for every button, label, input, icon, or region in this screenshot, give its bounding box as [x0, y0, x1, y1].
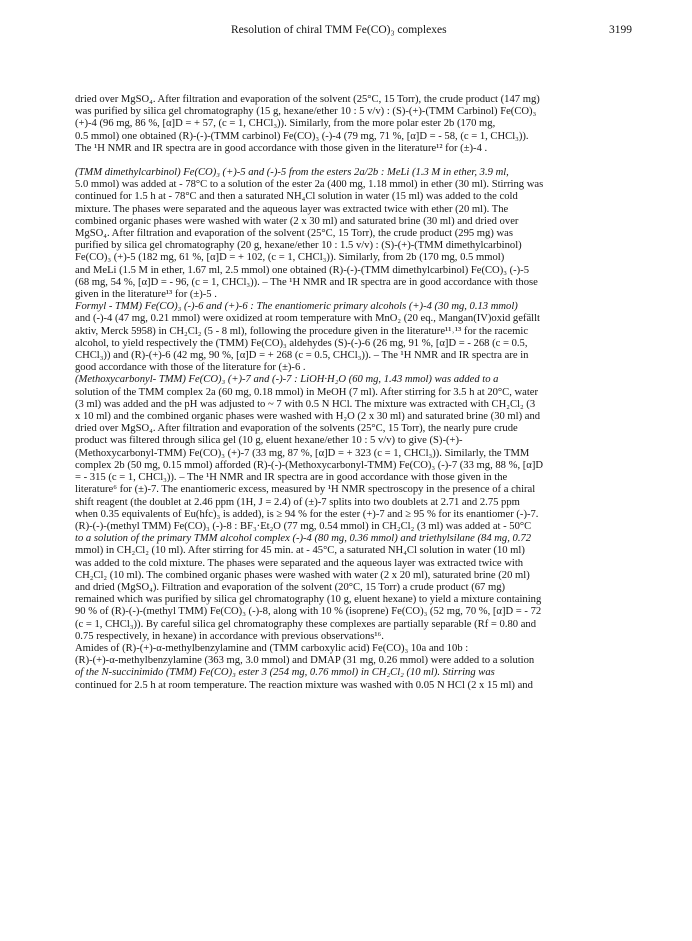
text-line: Amides of (R)-(+)-α-methylbenzylamine and (TMM carboxylic acid) Fe(CO)₃ 10a and 10b :	[75, 642, 469, 654]
text-line: was purified by silica gel chromatography (15 g, hexane/ether 10 : 5 v/v) : (S)-(+)-(TMM Carbinol) Fe(CO)₃	[75, 106, 537, 118]
text-line: (Methoxycarbonyl- TMM) Fe(CO)₃ (+)-7 and (-)-7 : LiOH·H₂O (60 mg, 1.43 mmol) was added to a	[75, 374, 499, 386]
article-body	[75, 94, 621, 692]
text-line: = - 315 (c = 1, CHCl₃)). – The ¹H NMR and IR spectra are in good accordance with those given in the	[75, 472, 508, 484]
text-line: when 0.35 equivalents of Eu(hfc)₃ is added), is ≥ 94 % for the ester (+)-7 and ≥ 95 % for its enantiomer (-)-7.	[75, 508, 539, 520]
text-line: and dried (MgSO₄). Filtration and evaporation of the solvent (20°C, 15 Torr) a crude product (67 mg)	[75, 581, 506, 593]
text-line: of the N-succinimido (TMM) Fe(CO)₃ ester 3 (254 mg, 0.76 mmol) in CH₂Cl₂ (10 ml). Stirring was	[75, 667, 495, 679]
text-line: aktiv, Merck 5958) in CH₂Cl₂ (5 - 8 ml), following the procedure given in the literature¹¹˒¹³ for the racemic	[75, 325, 529, 337]
text-line: alcohol, to yield respectively the (TMM) Fe(CO)₃ aldehydes (S)-(-)-6 (26 mg, 91 %, [α]D = - 268 (c = 0.5,	[75, 337, 528, 349]
text-line: x 10 ml) and the combined organic phases were washed with H₂O (2 x 30 ml) and saturated brine (30 ml) and	[75, 411, 541, 423]
text-line: dried over MgSO₄. After filtration and evaporation of the solvents (25°C, 15 Torr), the nearly pure crude	[75, 423, 518, 435]
text-line: CHCl₃)) and (R)-(+)-6 (42 mg, 90 %, [α]D = + 268 (c = 0.5, CHCl₃)). – The ¹H NMR and IR spectra are in	[75, 350, 529, 362]
paragraph-experimental-procedures	[75, 167, 621, 692]
text-line: (68 mg, 54 %, [α]D = - 96, (c = 1, CHCl₃)). – The ¹H NMR and IR spectra are in good accordance with those	[75, 276, 538, 288]
text-line: to a solution of the primary TMM alcohol complex (-)-4 (80 mg, 0.36 mmol) and triethylsilane (84 mg, 0.72	[75, 533, 532, 545]
text-line: Formyl - TMM) Fe(CO)₃ (-)-6 and (+)-6 : The enantiomeric primary alcohols (+)-4 (30 mg, 0.13 mmol)	[75, 301, 518, 313]
text-line: was added to the cold mixture. The phases were separated and the aqueous layer was extracted twice with	[75, 557, 524, 569]
text-line: CH₂Cl₂ (10 ml). The combined organic phases were washed with water (2 x 20 ml), saturated brine (20 ml)	[75, 569, 530, 581]
text-line: Fe(CO)₃ (+)-5 (182 mg, 61 %, [α]D = + 102, (c = 1, CHCl₃)). Similarly, from 2b (170 mg, 0.5 mmol)	[75, 252, 505, 264]
text-line: MgSO₄. After filtration and evaporation of the solvent (25°C, 15 Torr), the crude product (295 mg) was	[75, 228, 513, 240]
text-line: mixture. The phases were separated and the aqueous layer was extracted twice with ether (20 ml). The	[75, 203, 509, 215]
text-line: 90 % of (R)-(-)-(methyl TMM) Fe(CO)₃ (-)-8, along with 10 % (isoprene) Fe(CO)₃ (52 mg, 70 %, [α]D = - 72	[75, 606, 542, 618]
paragraph-carbinol-4	[75, 94, 621, 155]
text-line: (R)-(+)-α-methylbenzylamine (363 mg, 3.0 mmol) and DMAP (31 mg, 0.26 mmol) were added to a solution	[75, 655, 535, 667]
text-line: purified by silica gel chromatography (20 g, hexane/ether 10 : 1.5 v/v) : (S)-(+)-(TMM dimethylcarbinol)	[75, 240, 522, 252]
text-line: (+)-4 (96 mg, 86 %, [α]D = + 57, (c = 1, CHCl₃)). Similarly, from the more polar ester 2b (170 mg,	[75, 118, 496, 130]
text-line: literature⁶ for (±)-7. The enantiomeric excess, measured by ¹H NMR spectroscopy in the presence of a chiral	[75, 484, 536, 496]
text-line: solution of the TMM complex 2a (60 mg, 0.18 mmol) in MeOH (7 ml). After stirring for 3.5 h at 20°C, water	[75, 386, 539, 398]
text-line: product was filtered through silica gel (10 g, eluent hexane/ether 10 : 5 v/v) to give (S)-(+)-	[75, 435, 463, 447]
text-line: mmol) in CH₂Cl₂ (10 ml). After stirring for 45 min. at - 45°C, a saturated NH₄Cl solution in water (10 ml)	[75, 545, 525, 557]
text-line: (R)-(-)-(methyl TMM) Fe(CO)₃ (-)-8 : BF₃·Et₂O (77 mg, 0.54 mmol) in CH₂Cl₂ (3 ml) was added at - 50°C	[75, 520, 532, 532]
paragraph-gap	[75, 155, 621, 167]
text-line: shift reagent (the doublet at 2.46 ppm (1H, J = 2.4) of (±)-7 splits into two doublets at 2.71 and 2.75 ppm	[75, 496, 520, 508]
text-line: 0.5 mmol) one obtained (R)-(-)-(TMM carbinol) Fe(CO)₃ (-)-4 (79 mg, 71 %, [α]D = - 58, (c = 1, CHCl₃)).	[75, 130, 529, 142]
text-line: complex 2b (50 mg, 0.15 mmol) afforded (R)-(-)-(Methoxycarbonyl-TMM) Fe(CO)₃ (-)-7 (33 mg, 88 %, [α]D	[75, 459, 543, 471]
text-line: continued for 2.5 h at room temperature. The reaction mixture was washed with 0.05 N HCl (2 x 15 ml) and	[75, 679, 533, 691]
text-line: and (-)-4 (47 mg, 0.21 mmol) were oxidized at room temperature with MnO₂ (20 eq., Mangan(IV)oxid gefällt	[75, 313, 540, 325]
page-number: 3199	[609, 24, 632, 36]
text-line: given in the literature¹³ for (±)-5 .	[75, 289, 217, 301]
text-line: and MeLi (1.5 M in ether, 1.67 ml, 2.5 mmol) one obtained (R)-(-)-(TMM dimethylcarbinol) Fe(CO)₃ (-)-5	[75, 264, 529, 276]
text-line: combined organic phases were washed with water (2 x 30 ml) and saturated brine (30 ml) and dried over	[75, 215, 519, 227]
text-line: good accordance with those of the literature for (±)-6 .	[75, 362, 306, 374]
text-line: (Methoxycarbonyl-TMM) Fe(CO)₃ (+)-7 (33 mg, 87 %, [α]D = + 323 (c = 1, CHCl₃)). Similarly, the TMM	[75, 447, 530, 459]
text-line: (c = 1, CHCl₃)). By careful silica gel chromatography these complexes are partially separable (Rf = 0.80 and	[75, 618, 537, 630]
text-line: remained which was purified by silica gel chromatography (10 g, eluent hexane) to yield a mixture containing	[75, 594, 542, 606]
page-header	[0, 24, 692, 42]
text-line: 0.75 respectively, in hexane) in accordance with previous observations¹⁶.	[75, 630, 384, 642]
text-line: dried over MgSO₄. After filtration and evaporation of the solvent (25°C, 15 Torr), the crude product (147 mg)	[75, 94, 540, 105]
text-line: The ¹H NMR and IR spectra are in good accordance with those given in the literature¹² for (±)-4 .	[75, 142, 488, 154]
text-line: (3 ml) was added and the pH was adjusted to ~ 7 with 0.5 N HCl. The mixture was extracted with CH₂Cl₂ (3	[75, 398, 536, 410]
running-title: Resolution of chiral TMM Fe(CO)₃ complexes	[231, 24, 447, 36]
text-line: 5.0 mmol) was added at - 78°C to a solution of the ester 2a (400 mg, 1.18 mmol) in ether (30 ml). Stirring was	[75, 179, 544, 191]
text-line: (TMM dimethylcarbinol) Fe(CO)₃ (+)-5 and (-)-5 from the esters 2a/2b : MeLi (1.3 M in ether, 3.9 ml,	[75, 167, 509, 179]
text-line: continued for 1.5 h at - 78°C and then a saturated NH₄Cl solution in water (15 ml) was added to the cold	[75, 191, 518, 203]
